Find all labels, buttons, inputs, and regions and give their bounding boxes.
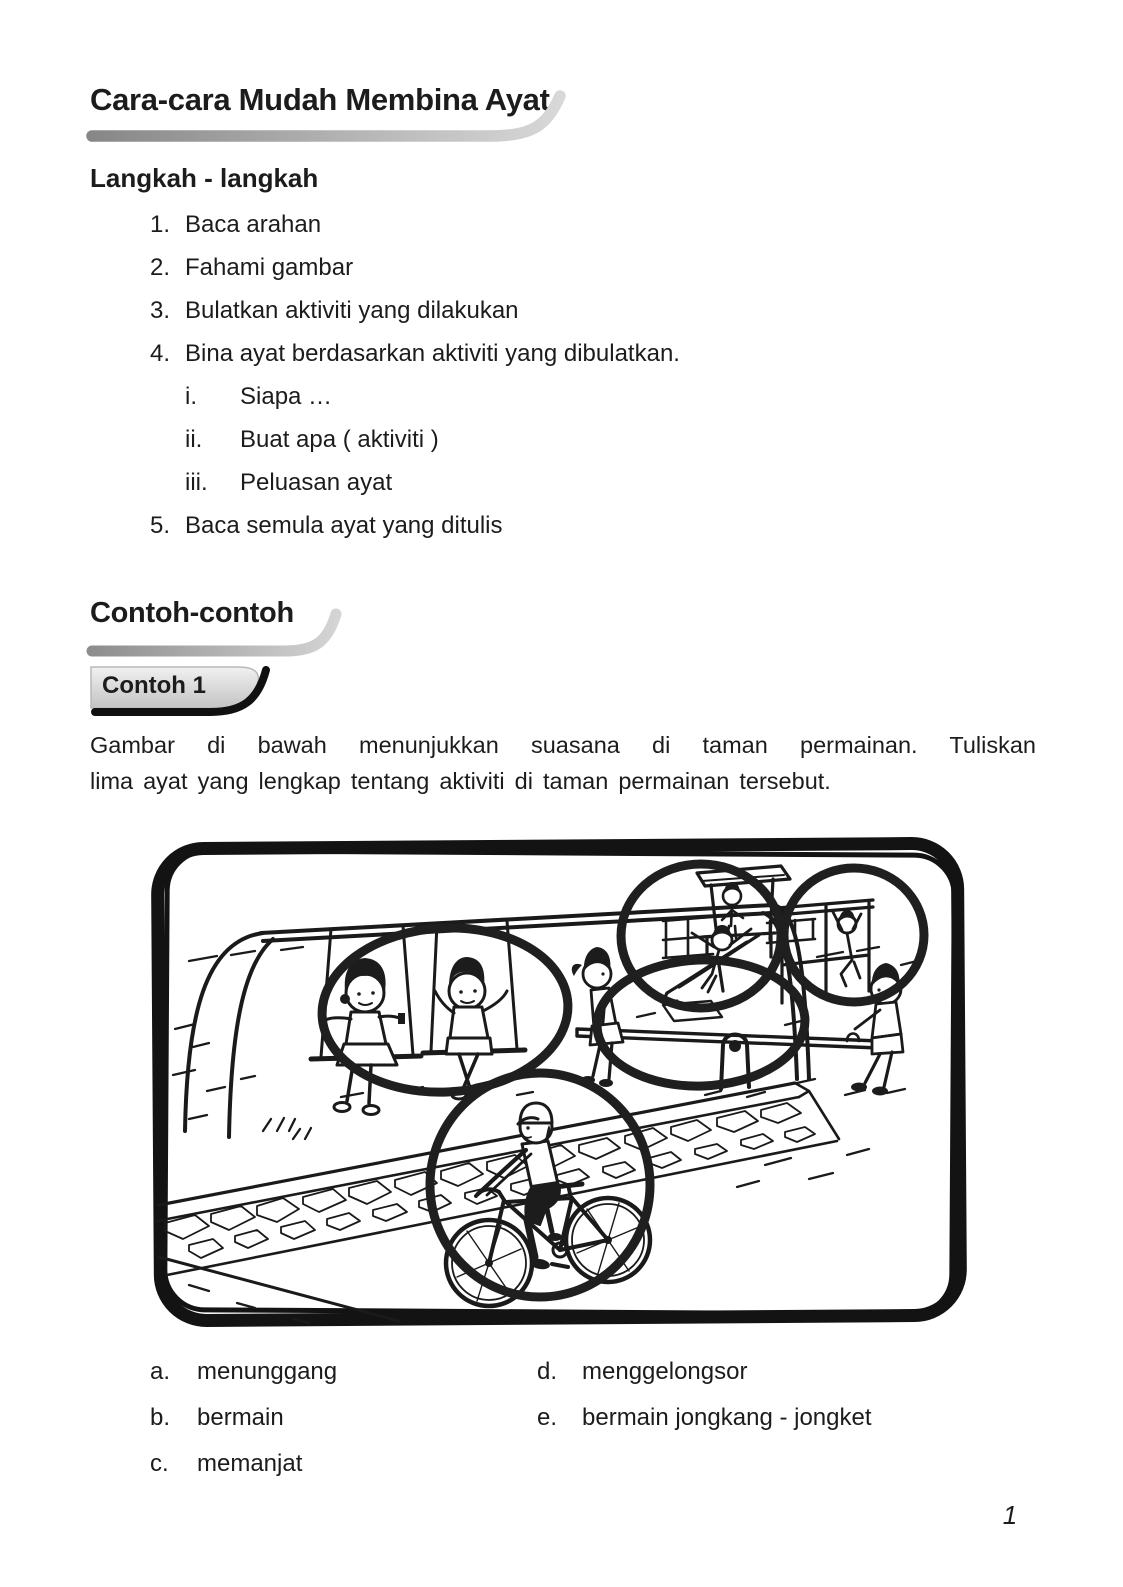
option-letter: b. (150, 1404, 171, 1431)
substep-text: Peluasan ayat (240, 468, 393, 496)
step-subitem-ii (150, 418, 910, 461)
option-letter: c. (150, 1450, 169, 1477)
instruction-line-1: Gambar di bawah menunjukkan suasana di taman permainan. Tuliskan (90, 732, 1036, 758)
step-number: 2. (150, 253, 171, 281)
instruction-line-2: lima ayat yang lengkap tentang aktiviti di taman permainan tersebut. (90, 768, 831, 794)
step-item-3 (150, 289, 910, 332)
substep-text: Siapa … (240, 382, 333, 410)
options-column-2 (537, 1349, 872, 1441)
step-item-2 (150, 246, 910, 289)
option-c (150, 1441, 337, 1487)
title-underline-swoosh (84, 88, 584, 146)
step-item-5 (150, 504, 910, 547)
option-text: menunggang (197, 1358, 338, 1385)
option-a (150, 1349, 337, 1395)
option-text: menggelongsor (582, 1358, 748, 1385)
option-letter: a. (150, 1358, 171, 1385)
step-text: Bina ayat berdasarkan aktiviti yang dibulatkan. (185, 339, 680, 367)
steps-list (150, 203, 910, 547)
example-1-badge (88, 663, 283, 723)
option-d (537, 1349, 872, 1395)
option-text: bermain (197, 1404, 284, 1431)
step-subitem-iii (150, 461, 910, 504)
step-text: Bulatkan aktiviti yang dilakukan (185, 296, 519, 324)
option-letter: d. (537, 1358, 558, 1385)
page-number: 1 (1002, 1500, 1018, 1530)
step-subitem-i (150, 375, 910, 418)
instruction-paragraph (90, 727, 1036, 799)
substep-number: iii. (185, 468, 208, 496)
step-number: 1. (150, 210, 171, 238)
page-title: Cara-cara Mudah Membina Ayat (90, 82, 550, 117)
option-b (150, 1395, 337, 1441)
step-number: 3. (150, 296, 171, 324)
playground-illustration (145, 833, 975, 1333)
step-item-4 (150, 332, 910, 375)
option-letter: e. (537, 1404, 558, 1431)
step-item-1 (150, 203, 910, 246)
step-text: Fahami gambar (185, 253, 354, 281)
step-text: Baca semula ayat yang ditulis (185, 511, 503, 539)
examples-underline-swoosh (85, 604, 355, 662)
substep-text: Buat apa ( aktiviti ) (240, 425, 439, 453)
playground-figure (145, 833, 975, 1333)
options-column-1 (150, 1349, 337, 1487)
option-e (537, 1395, 872, 1441)
option-text: memanjat (197, 1450, 303, 1477)
step-number: 4. (150, 339, 171, 367)
substep-number: i. (185, 382, 197, 410)
step-number: 5. (150, 511, 171, 539)
substep-number: ii. (185, 425, 203, 453)
steps-heading: Langkah - langkah (90, 163, 319, 193)
examples-heading: Contoh-contoh (90, 597, 294, 629)
example-1-badge-label: Contoh 1 (102, 672, 206, 699)
step-text: Baca arahan (185, 210, 322, 238)
option-text: bermain jongkang - jongket (582, 1404, 872, 1431)
